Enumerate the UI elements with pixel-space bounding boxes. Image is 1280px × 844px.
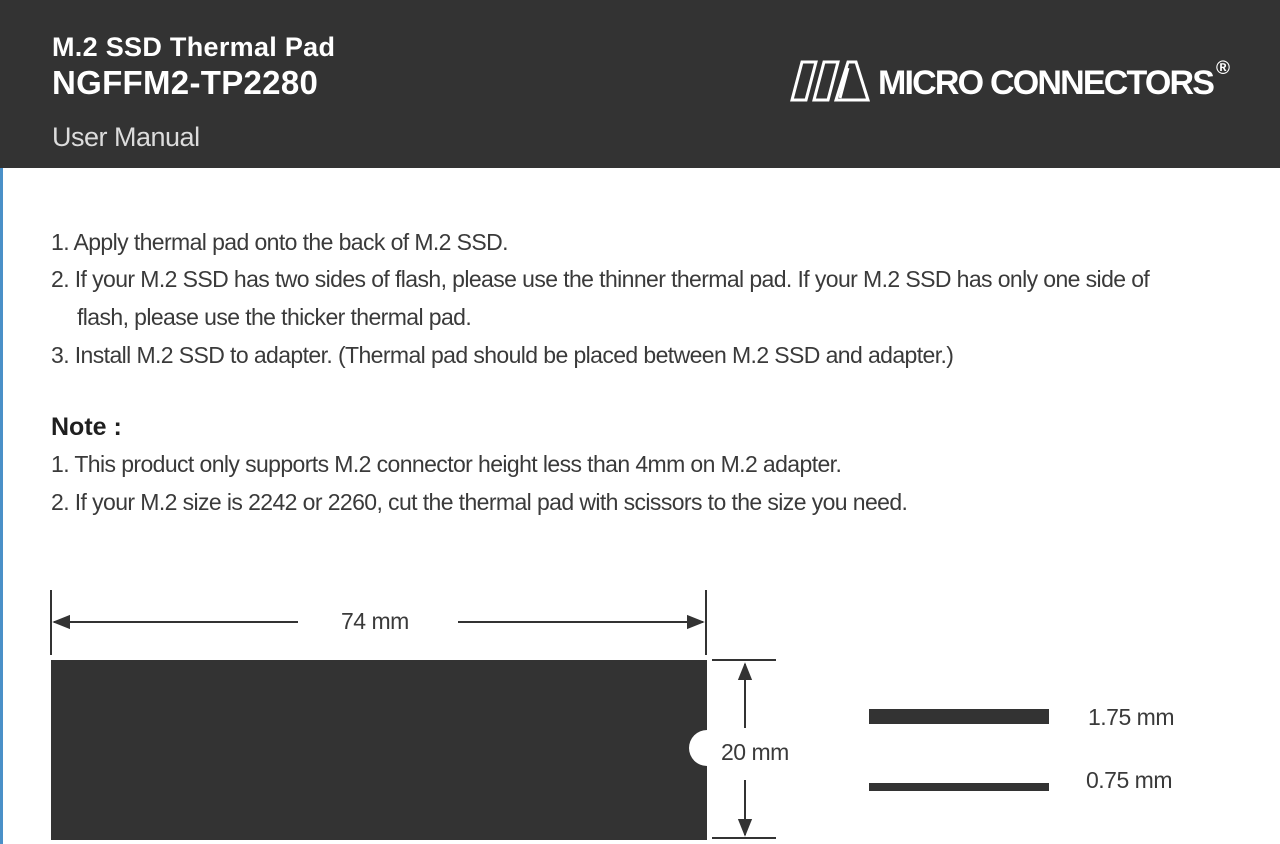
instruction-step-2-continued: flash, please use the thicker thermal pad. xyxy=(77,304,472,330)
thermal-pad-notch xyxy=(689,730,725,766)
width-dimension-label: 74 mm xyxy=(341,608,409,634)
instruction-step-1: 1. Apply thermal pad onto the back of M.2 SSD. xyxy=(51,229,508,255)
note-item-1: 1. This product only supports M.2 connector height less than 4mm on M.2 adapter. xyxy=(51,451,842,477)
registered-mark: ® xyxy=(1216,58,1230,79)
thick-pad-label: 1.75 mm xyxy=(1088,704,1174,730)
thin-pad-label: 0.75 mm xyxy=(1086,767,1172,793)
note-item-2: 2. If your M.2 size is 2242 or 2260, cut the thermal pad with scissors to the size you need. xyxy=(51,489,908,515)
thin-pad-profile xyxy=(869,783,1049,791)
thermal-pad-shape xyxy=(51,660,707,840)
product-model: NGFFM2-TP2280 xyxy=(52,64,319,101)
instruction-step-3: 3. Install M.2 SSD to adapter. (Thermal pad should be placed between M.2 SSD and adapter.) xyxy=(51,342,954,368)
brand-name: MICRO CONNECTORS xyxy=(878,64,1214,102)
document-subtitle: User Manual xyxy=(52,122,200,152)
note-heading: Note : xyxy=(51,413,122,441)
height-dimension-label: 20 mm xyxy=(721,739,789,765)
thick-pad-profile xyxy=(869,709,1049,724)
instruction-step-2: 2. If your M.2 SSD has two sides of flash, please use the thinner thermal pad. If your M.2 SSD has only one side of xyxy=(51,266,1150,292)
product-title: M.2 SSD Thermal Pad xyxy=(52,32,336,62)
